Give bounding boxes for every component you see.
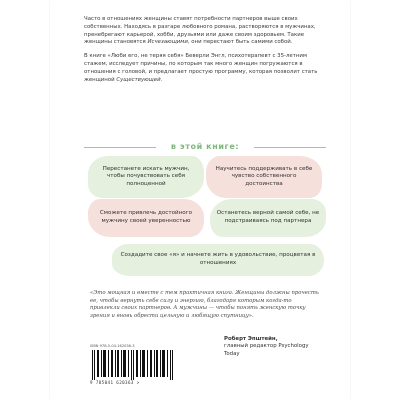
benefit-card-2	[206, 156, 322, 198]
isbn-label: ISBN 978-5-04-162036-3	[90, 344, 135, 348]
intro-paragraph-1	[84, 16, 324, 47]
benefit-card-text: Сможете привлечь достойного мужчину своей уверенностью	[99, 210, 193, 224]
benefit-card-3	[88, 199, 204, 237]
heading-divider-left	[84, 147, 156, 148]
intro-text-part: .	[160, 76, 163, 83]
intro-emphasis: Существующей	[116, 76, 161, 83]
author-name: Роберт Эпштейн,	[224, 336, 278, 342]
intro-text-part: , они перестают быть самими собой.	[187, 39, 293, 46]
benefit-card-text: Перестанете искать мужчин, чтобы почувствовать себя полноценной	[102, 165, 190, 187]
barcode-icon	[90, 350, 176, 380]
intro-text-part: Часто в отношениях женщины ставят потребности партнеров выше своих собственных. Находясь в разгаре любовного романа, растворяются в мужчинах, пренебрегают карьерой, хобби, друзьями или даже своим здоровьем. Такие женщины становятся	[84, 16, 316, 46]
author-title: главный редактор Psychology Today	[224, 343, 309, 357]
review-quote: «Это мощная и вместе с тем практичная книга. Женщины должны прочесть ее, чтобы вернуть себе силу и энергию, благодаря которым когда-то привлекли своих партнеров. А мужчины — чтобы понять женскую точку зрения и вновь обрести цельную и любящую спутницу».	[90, 290, 319, 319]
book-back-cover	[50, 0, 350, 400]
benefit-card-text: Научитесь поддерживать в себе чувство собственного достоинства	[215, 165, 313, 187]
intro-emphasis: Исчезающими	[147, 39, 188, 46]
benefit-card-5	[112, 244, 324, 276]
intro-paragraph-2	[84, 53, 324, 84]
heading-divider-right	[254, 147, 326, 148]
section-heading	[84, 142, 326, 152]
benefit-card-1	[88, 156, 204, 198]
quote-author	[224, 336, 324, 358]
benefit-card-text: Создадите свое «я» и начнете жить в удовольствие, процветая в отношениях	[120, 252, 316, 266]
section-heading-label: в этой книге:	[170, 142, 240, 151]
intro-text-part: В книге «Люби его, не теряя себя» Беверли Энгл, психотерапевт с 35-летним стажем, исследует причины, по которым так много женщин погружаются в отношения с головой, и предлагает простую программу, которая позволит стать женщиной	[84, 53, 318, 83]
intro-text	[84, 16, 324, 90]
barcode-number: 9 785041 620363 >	[90, 380, 140, 385]
benefit-card-4	[210, 199, 326, 237]
benefit-card-text: Останетесь верной самой себе, не подстраиваясь под партнера	[216, 210, 320, 224]
